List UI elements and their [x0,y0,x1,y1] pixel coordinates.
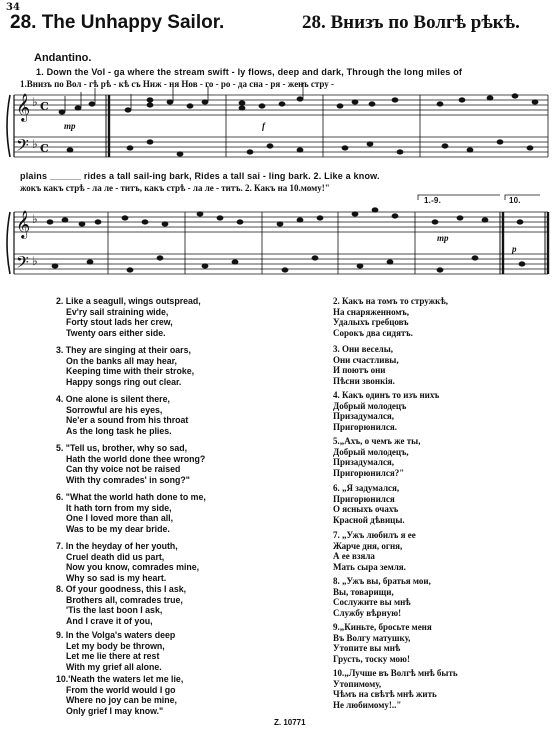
verse-en-5: 5. "Tell us, brother, why so sad, Hath the world done thee wrong? Can thy voice not be raised With thy comrades' in song?" [56,443,206,485]
system-2-notes [47,208,525,272]
flat-icon: ♭ [32,254,38,268]
page-number: 34 [6,2,20,13]
flat-icon: ♭ [32,137,38,151]
verse-en-7: 7. In the heyday of her youth, Cruel death did us part, Now you know, comrades mine, Why so sad is my heart. [56,541,200,583]
lyrics-english-system-1: 1. Down the Vol - ga where the stream swift - ly flows, deep and dark, Through the long miles of [36,67,463,77]
verse-en-3: 3. They are singing at their oars, On the banks all may hear, Keeping time with their stroke, Happy songs ring out clear. [56,345,195,387]
lyrics-english-system-2: plains ______ rides a tall sail-ing bark, Rides a tall sai - ling bark. 2. Like a know. [20,171,380,181]
lyrics-russian-system-2: жокъ какъ стрѣ - ла ле - титъ, какъ стрѣ - ла ле - титъ. 2. Какъ на 10.мому!" [20,183,330,193]
verse-en-6: 6. "What the world hath done to me, It hath torn from my side, One I loved more than all, Was to be my dear bride. [56,492,206,534]
bass-clef-icon: 𝄢 [16,252,29,276]
title-english: 28. The Unhappy Sailor. [10,12,225,33]
dynamic-marking: mp [64,121,76,131]
plate-number: Z. 10771 [274,718,306,727]
volta-second-ending: 10. [509,196,521,205]
system-1-notes [59,83,538,156]
verse-ru-9: 9.„Киньте, бросьте меня Въ Волгу матушку, Утопите вы мнѣ Грусть, тоску мою! [333,622,432,665]
svg-text:C: C [40,142,49,155]
system-1 [7,95,548,157]
title-russian: 28. Внизъ по Волгѣ рѣкѣ. [302,12,520,33]
verse-en-4: 4. One alone is silent there, Sorrowful are his eyes, Ne'er a sound from his throat As the long task he plies. [56,394,189,436]
verse-ru-8: 8. „Ужъ вы, братья мои, Вы, товарищи, Сослужите вы мнѣ Службу вѣрную! [333,576,431,619]
bass-staff-2 [14,254,548,274]
flat-icon: ♭ [32,95,38,109]
verse-ru-3: 3. Они веселы, Они счастливы, И поютъ они Пѣсни звонкія. [333,344,399,387]
music-score [0,0,554,300]
verse-ru-7: 7. „Ужъ любилъ я ее Жарче дня, огня, А ее взяла Мать сыра земля. [333,530,416,573]
verse-en-10: 10.'Neath the waters let me lie, From the world would I go Where no joy can be mine, Only grief I may know." [56,674,184,716]
flat-icon: ♭ [32,212,38,226]
dynamic-marking: mp [437,233,449,243]
system-1-symbols [16,93,49,159]
treble-clef-icon: 𝄞 [16,93,31,121]
svg-text:C: C [40,100,49,113]
bass-staff-1 [14,137,548,157]
verse-ru-6: 6. „Я задумался, Пригорюнился О ясныхъ очахъ Красной дѣвицы. [333,483,405,526]
treble-clef-icon: 𝄞 [16,210,31,238]
dynamic-marking: f [262,121,265,131]
dynamic-marking: p [512,244,517,254]
verse-ru-5: 5.„Ахъ, о чемъ же ты, Добрый молодецъ, Призадумался, Пригорюнился?" [333,436,421,479]
verse-ru-4: 4. Какъ одинъ то изъ нихъ Добрый молодецъ Призадумался, Пригорюнился. [333,390,440,433]
volta-first-ending: 1.-9. [424,196,442,205]
system-2-symbols [16,210,38,276]
verse-en-8: 8. Of your goodness, this I ask, Brothers all, comrades true, 'Tis the last boon I ask, And I crave it of you, [56,584,187,626]
lyrics-russian-system-1: 1.Внизъ по Вол - гѣ рѣ - кѣ съ Ниж - ня Нов - го - ро - да сна - ря - женъ стру - [20,79,335,89]
bass-clef-icon: 𝄢 [16,135,29,159]
verse-en-2: 2. Like a seagull, wings outspread, Ev'ry sail straining wide, Forty stout lads her crew, Twenty oars either side. [56,296,201,338]
verse-en-9: 9. In the Volga's waters deep Let my body be thrown, Let me lie there at rest With my grief all alone. [56,630,176,672]
verse-ru-2: 2. Какъ на томъ то стружкѣ, На снаряженномъ, Удалыхъ гребцовъ Сорокъ два сидятъ. [333,296,448,339]
verse-ru-10: 10.„Лучше въ Волгѣ мнѣ быть Утопимому, Чѣмъ на свѣтѣ мнѣ жить Не любимому!.." [333,668,458,711]
tempo-marking: Andantino. [34,52,92,64]
